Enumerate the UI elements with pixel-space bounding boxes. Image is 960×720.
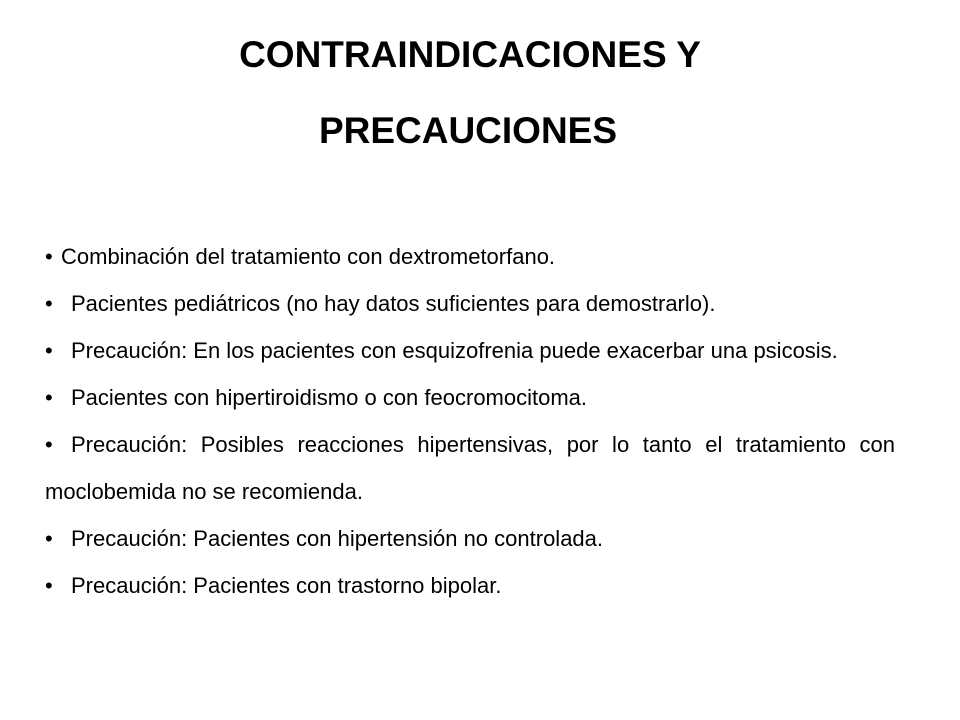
bullet-icon: • bbox=[45, 291, 53, 316]
bullet-text: Precaución: En los pacientes con esquizofrenia puede exacerbar una psicosis. bbox=[71, 338, 838, 363]
bullet-text: Pacientes pediátricos (no hay datos suficientes para demostrarlo). bbox=[71, 291, 716, 316]
bullet-icon: • bbox=[45, 338, 53, 363]
bullet-text: Precaución: Pacientes con trastorno bipolar. bbox=[71, 573, 502, 598]
bullet-item bbox=[45, 421, 895, 515]
bullet-text: Precaución: Pacientes con hipertensión no controlada. bbox=[71, 526, 604, 551]
bullet-list bbox=[45, 233, 895, 609]
bullet-item bbox=[45, 374, 895, 421]
bullet-icon: • bbox=[45, 244, 53, 269]
bullet-icon: • bbox=[45, 526, 53, 551]
bullet-item bbox=[45, 515, 895, 562]
bullet-icon: • bbox=[45, 573, 53, 598]
bullet-text: Combinación del tratamiento con dextrometorfano. bbox=[61, 244, 556, 269]
bullet-icon: • bbox=[45, 432, 53, 457]
bullet-text: Pacientes con hipertiroidismo o con feocromocitoma. bbox=[71, 385, 588, 410]
slide-title-line-2: PRECAUCIONES bbox=[318, 110, 618, 151]
bullet-item bbox=[45, 280, 895, 327]
slide-title-line-1: CONTRAINDICACIONES Y bbox=[239, 34, 701, 75]
bullet-icon: • bbox=[45, 385, 53, 410]
bullet-text: Precaución: Posibles reacciones hipertensivas, por lo tanto el tratamiento con moclobemida no se recomienda. bbox=[45, 432, 895, 504]
bullet-item bbox=[45, 327, 895, 374]
bullet-item bbox=[45, 562, 895, 609]
bullet-item bbox=[45, 233, 895, 280]
